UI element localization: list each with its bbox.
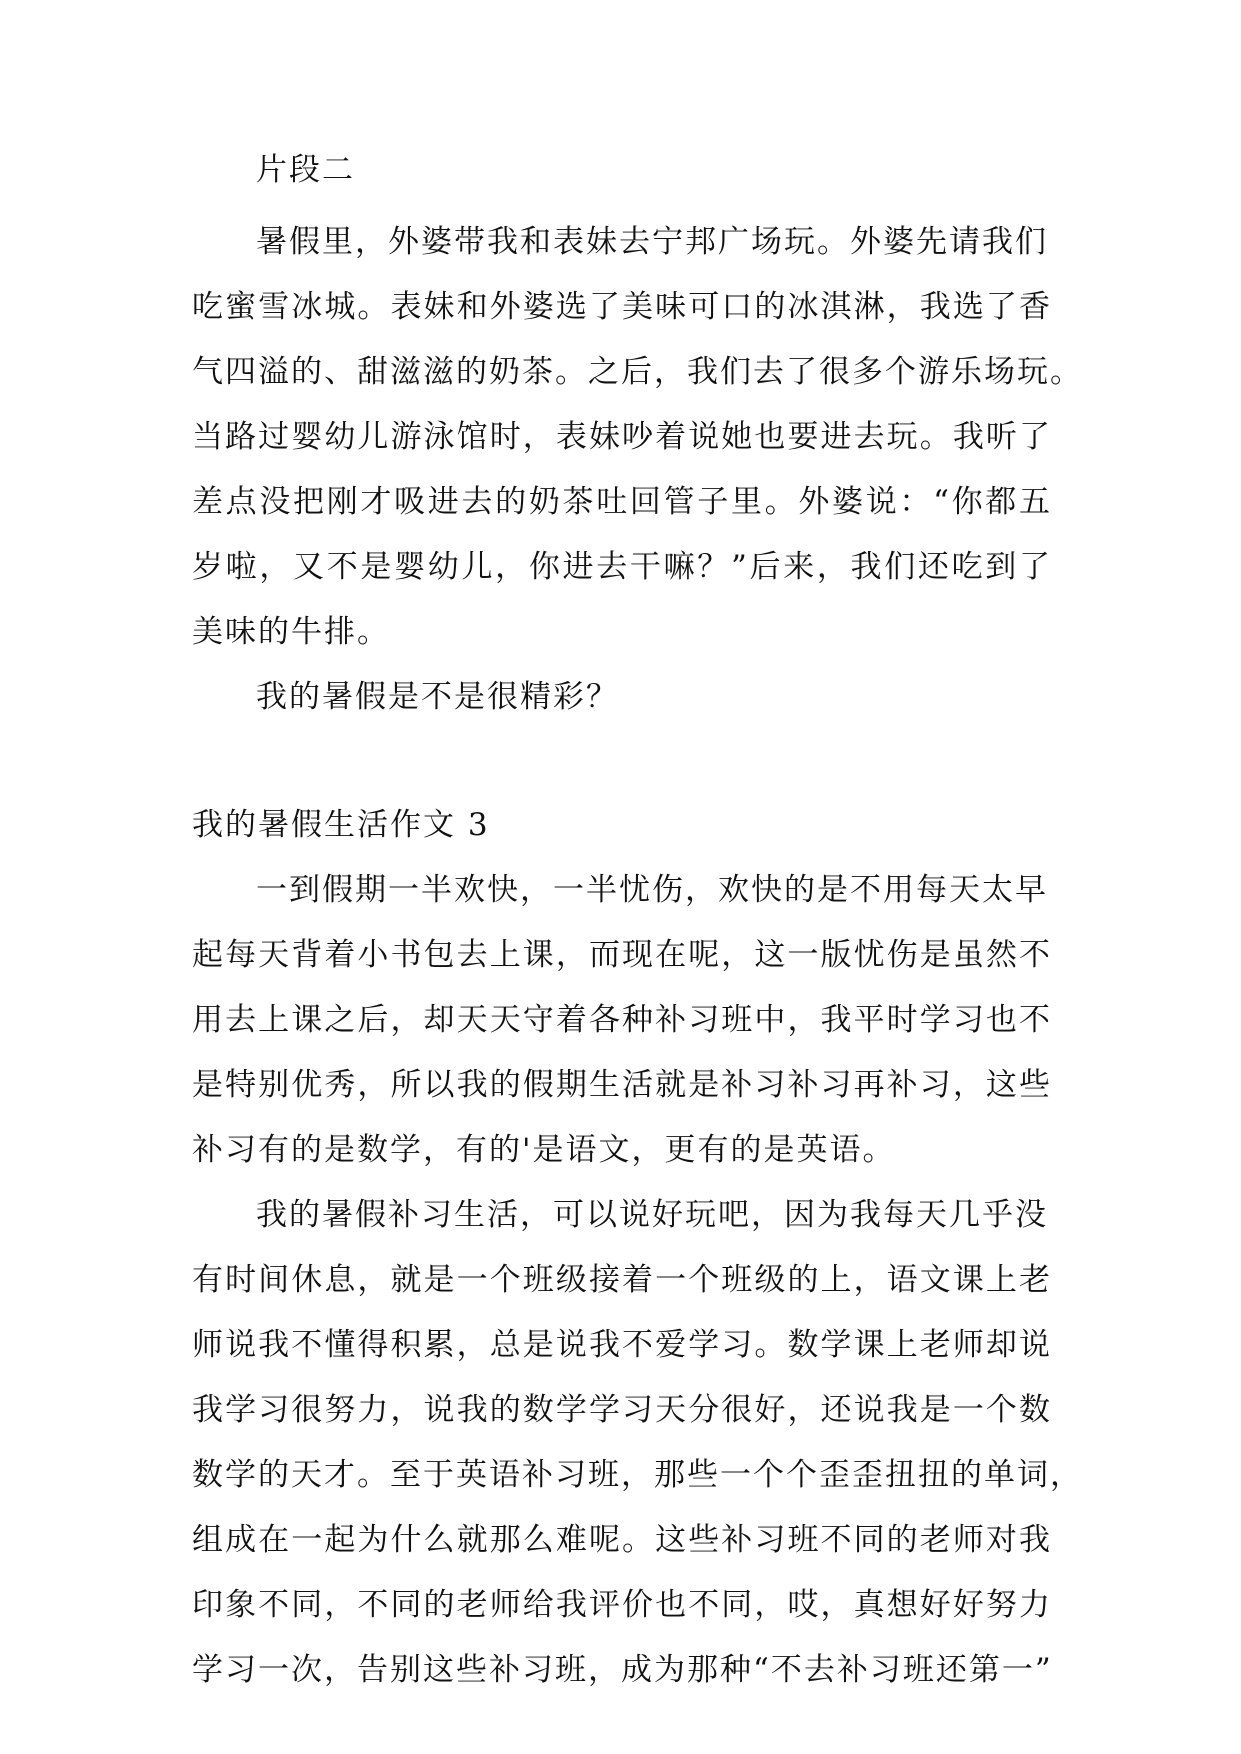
essay-paragraph-line: 有时间休息，就是一个班级接着一个班级的上，语文课上老 <box>192 1262 1052 1298</box>
essay-title: 我的暑假生活作文 3 <box>192 807 490 843</box>
fragment-line: 吃蜜雪冰城。表妹和外婆选了美味可口的冰淇淋，我选了香 <box>192 289 1052 325</box>
essay-paragraph-line: 组成在一起为什么就那么难呢。这些补习班不同的老师对我 <box>192 1522 1052 1558</box>
essay-paragraph-line: 数学的天才。至于英语补习班，那些一个个歪歪扭扭的单词， <box>192 1457 1083 1493</box>
essay-paragraph-line: 起每天背着小书包去上课，而现在呢，这一版忧伤是虽然不 <box>192 937 1052 973</box>
fragment-heading: 片段二 <box>256 152 355 188</box>
essay-paragraph-line: 师说我不懂得积累，总是说我不爱学习。数学课上老师却说 <box>192 1327 1052 1363</box>
essay-paragraph-line: 印象不同，不同的老师给我评价也不同，哎，真想好好努力 <box>192 1587 1052 1623</box>
essay-paragraph-line: 补习有的是数学，有的'是语文，更有的是英语。 <box>192 1132 896 1168</box>
fragment-line: 当路过婴幼儿游泳馆时，表妹吵着说她也要进去玩。我听了 <box>192 419 1052 455</box>
essay-paragraph-line: 一到假期一半欢快，一半忧伤，欢快的是不用每天太早 <box>256 872 1048 908</box>
fragment-line: 暑假里，外婆带我和表妹去宁邦广场玩。外婆先请我们 <box>256 224 1048 260</box>
essay-paragraph-line: 我的暑假补习生活，可以说好玩吧，因为我每天几乎没 <box>256 1197 1048 1233</box>
essay-paragraph-line: 是特别优秀，所以我的假期生活就是补习补习再补习，这些 <box>192 1067 1052 1103</box>
essay-paragraph-line: 学习一次，告别这些补习班，成为那种“不去补习班还第一” <box>192 1652 1053 1688</box>
fragment-line: 差点没把刚才吸进去的奶茶吐回管子里。外婆说：“你都五 <box>192 484 1052 520</box>
fragment-line: 美味的牛排。 <box>192 614 390 650</box>
fragment-line: 气四溢的、甜滋滋的奶茶。之后，我们去了很多个游乐场玩。 <box>192 354 1083 390</box>
fragment-closing: 我的暑假是不是很精彩？ <box>256 679 619 715</box>
fragment-line: 岁啦，又不是婴幼儿，你进去干嘛？”后来，我们还吃到了 <box>192 549 1052 585</box>
essay-paragraph-line: 用去上课之后，却天天守着各种补习班中，我平时学习也不 <box>192 1002 1052 1038</box>
essay-paragraph-line: 我学习很努力，说我的数学学习天分很好，还说我是一个数 <box>192 1392 1052 1428</box>
